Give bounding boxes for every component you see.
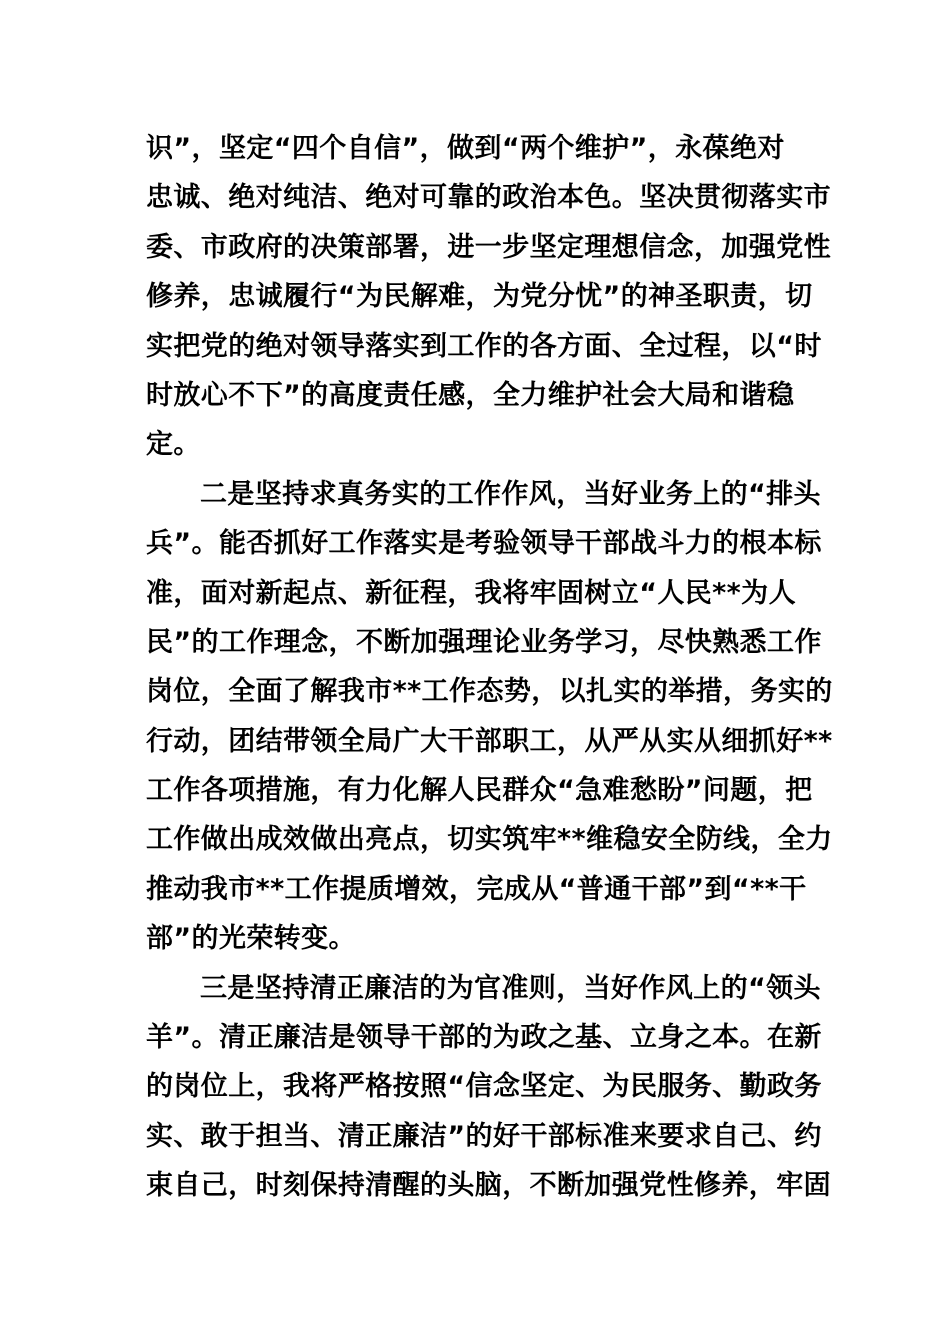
text-line: 实把党的绝对领导落实到工作的各方面、全过程，以“时 bbox=[146, 330, 822, 362]
text-line: 工作做出成效做出亮点，切实筑牢**维稳安全防线，全力 bbox=[146, 824, 833, 856]
text-line: 忠诚、绝对纯洁、绝对可靠的政治本色。坚决贯彻落实市 bbox=[146, 182, 831, 214]
text-line: 兵”。能否抓好工作落实是考验领导干部战斗力的根本标 bbox=[146, 528, 822, 560]
text-line: 准，面对新起点、新征程，我将牢固树立“人民**为人 bbox=[146, 577, 796, 609]
text-line: 部”的光荣转变。 bbox=[146, 923, 356, 955]
paragraph-start-line: 三是坚持清正廉洁的为官准则，当好作风上的“领头 bbox=[200, 972, 821, 1004]
paragraph-start-line: 二是坚持求真务实的工作作风，当好业务上的“排头 bbox=[200, 478, 821, 510]
text-line: 的岗位上，我将严格按照“信念坚定、为民服务、勤政务 bbox=[146, 1071, 822, 1103]
text-line: 行动，团结带领全局广大干部职工，从严从实从细抓好** bbox=[146, 725, 833, 757]
text-line: 定。 bbox=[146, 429, 201, 461]
text-line: 实、敢于担当、清正廉洁”的好干部标准来要求自己、约 bbox=[146, 1120, 822, 1152]
text-line: 委、市政府的决策部署，进一步坚定理想信念，加强党性 bbox=[146, 231, 831, 263]
text-line: 羊”。清正廉洁是领导干部的为政之基、立身之本。在新 bbox=[146, 1022, 822, 1054]
text-line: 修养，忠诚履行“为民解难，为党分忧”的神圣职责，切 bbox=[146, 281, 813, 313]
text-line: 时放心不下”的高度责任感，全力维护社会大局和谐稳 bbox=[146, 379, 795, 411]
text-line: 推动我市**工作提质增效，完成从“普通干部”到“**干 bbox=[146, 873, 807, 905]
text-line: 岗位，全面了解我市**工作态势，以扎实的举措，务实的 bbox=[146, 676, 833, 708]
document-body bbox=[146, 124, 833, 1211]
text-line: 民”的工作理念，不断加强理论业务学习，尽快熟悉工作 bbox=[146, 626, 822, 658]
text-line: 束自己，时刻保持清醒的头脑，不断加强党性修养，牢固 bbox=[146, 1170, 831, 1202]
text-line: 工作各项措施，有力化解人民群众“急难愁盼”问题，把 bbox=[146, 775, 813, 807]
text-line: 识”，坚定“四个自信”，做到“两个维护”，永葆绝对 bbox=[146, 133, 785, 164]
